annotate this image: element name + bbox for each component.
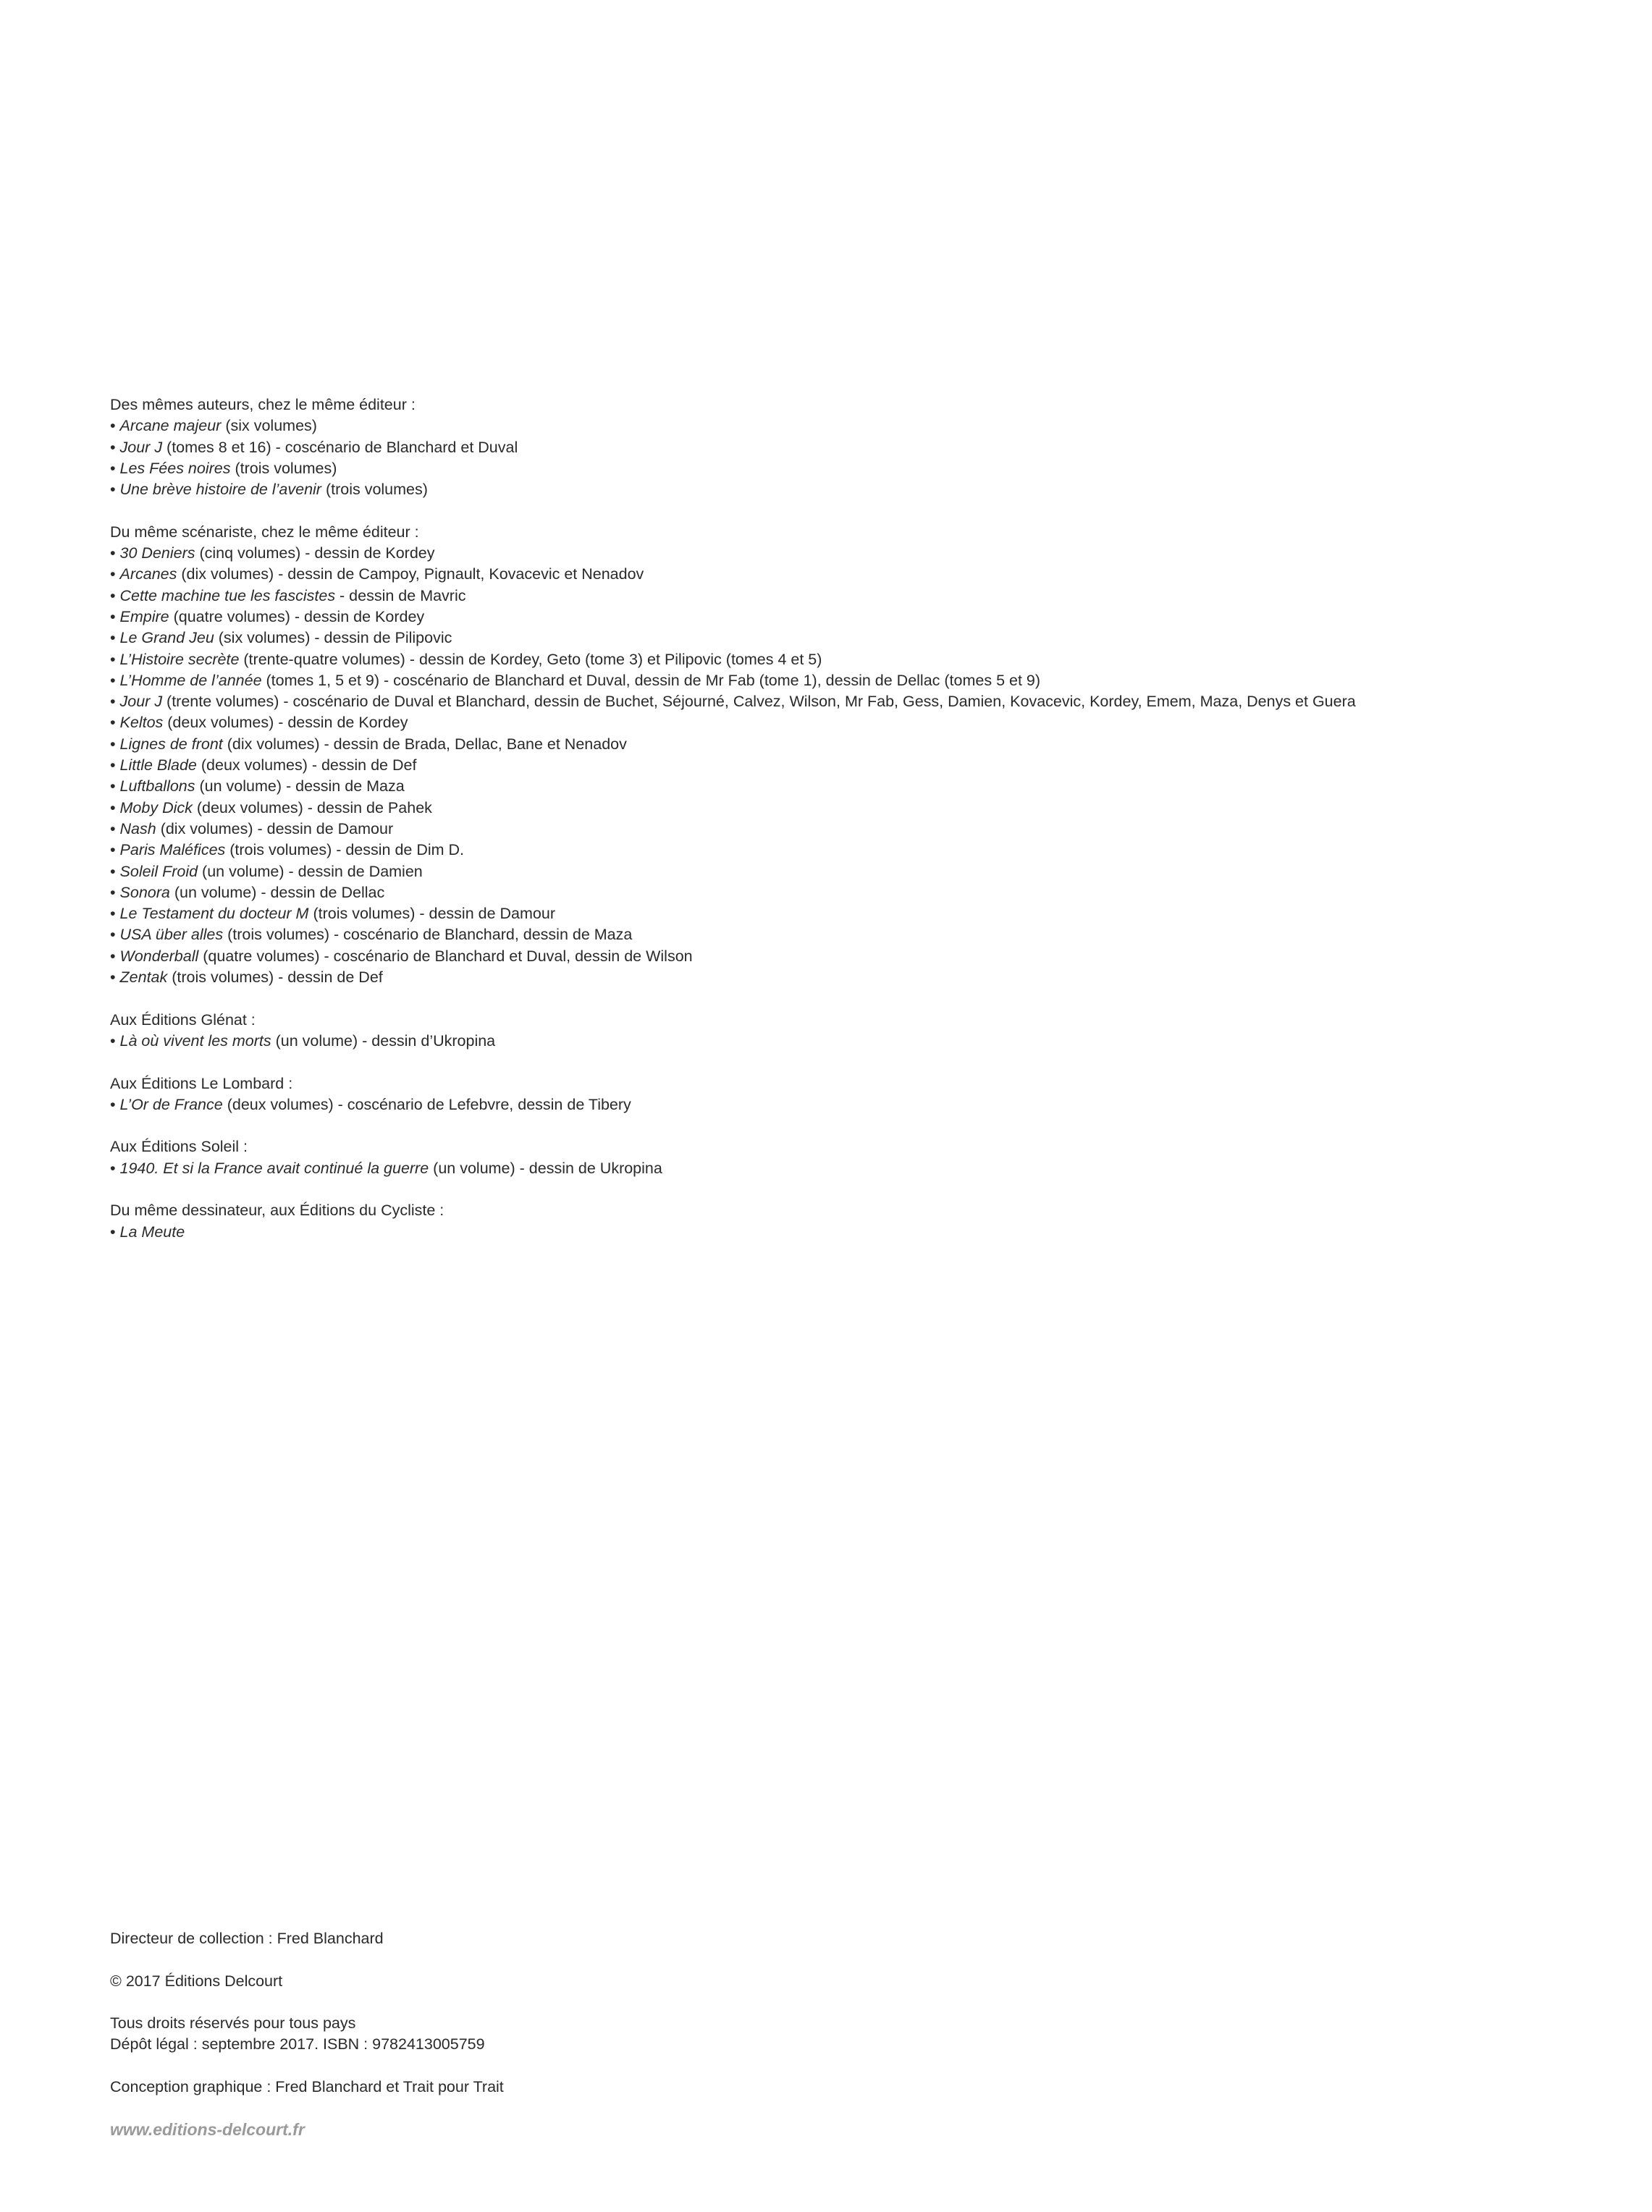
book-details: (trente-quatre volumes) - dessin de Kordey, Geto (tome 3) et Pilipovic (tomes 4 et 5) (239, 650, 822, 668)
rights-line: Tous droits réservés pour tous pays (110, 2014, 356, 2032)
bibliography-item (110, 712, 1558, 733)
bibliography-item (110, 840, 1558, 861)
bullet: • (110, 862, 120, 880)
book-title: Les Fées noires (119, 459, 231, 477)
book-title: Lignes de front (119, 735, 223, 753)
publisher-website-link[interactable]: www.editions-delcourt.fr (110, 2119, 305, 2139)
book-details: (trois volumes) (230, 459, 337, 477)
bibliography-group (110, 1136, 1558, 1179)
bullet: • (110, 1031, 120, 1050)
book-details: (deux volumes) - dessin de Def (196, 756, 417, 774)
bibliography-item (110, 1031, 1558, 1052)
book-title: L’Or de France (119, 1095, 223, 1113)
bibliography-item (110, 1094, 1558, 1115)
graphic-design-credit: Conception graphique : Fred Blanchard et Trait pour Trait (110, 2078, 504, 2096)
book-details: (trois volumes) - dessin de Def (167, 968, 383, 987)
book-title: Le Testament du docteur M (119, 905, 309, 923)
book-details: (un volume) - dessin de Dellac (169, 883, 385, 901)
bibliography-item (110, 479, 1558, 500)
bullet: • (110, 819, 120, 837)
bullet: • (110, 565, 120, 583)
bibliography-item (110, 543, 1558, 564)
book-title: Le Grand Jeu (119, 629, 214, 647)
book-details: (quatre volumes) - coscénario de Blanchard et Duval, dessin de Wilson (198, 947, 693, 965)
bibliography-item (110, 924, 1558, 945)
book-details: (deux volumes) - coscénario de Lefebvre, dessin de Tibery (222, 1095, 631, 1113)
bibliography-item (110, 415, 1558, 436)
bullet: • (110, 629, 120, 647)
book-title: Wonderball (119, 947, 199, 965)
bullet: • (110, 671, 120, 689)
book-details: (dix volumes) - dessin de Damour (156, 819, 394, 837)
group-heading: Aux Éditions Glénat : (110, 1010, 256, 1029)
bibliography (110, 394, 1558, 1264)
book-details: (deux volumes) - dessin de Pahek (192, 798, 432, 816)
book-details: (deux volumes) - dessin de Kordey (163, 714, 408, 732)
book-title: Jour J (119, 693, 163, 711)
bullet: • (110, 417, 120, 435)
book-details: (tomes 8 et 16) - coscénario de Blanchard et Duval (162, 438, 518, 456)
bibliography-item (110, 967, 1558, 988)
book-title: Jour J (119, 438, 163, 456)
book-details: (six volumes) - dessin de Pilipovic (214, 629, 452, 647)
book-title: Luftballons (119, 777, 195, 795)
bibliography-item (110, 776, 1558, 797)
bibliography-group (110, 1073, 1558, 1116)
bullet: • (110, 586, 120, 604)
book-details: - dessin de Mavric (335, 586, 466, 604)
bibliography-item (110, 755, 1558, 776)
group-heading: Du même scénariste, chez le même éditeur : (110, 523, 419, 541)
book-title: Little Blade (119, 756, 197, 774)
book-details: (un volume) - dessin de Damien (198, 862, 423, 880)
bullet: • (110, 926, 120, 944)
book-title: Là où vivent les morts (119, 1031, 271, 1050)
copyright-notice: © 2017 Éditions Delcourt (110, 1972, 283, 1990)
bullet: • (110, 883, 120, 901)
bibliography-item (110, 458, 1558, 479)
bullet: • (110, 841, 120, 859)
bibliography-item (110, 946, 1558, 967)
book-title: Cette machine tue les fascistes (119, 586, 336, 604)
book-title: Empire (119, 607, 169, 625)
bibliography-item (110, 861, 1558, 882)
bibliography-item (110, 607, 1558, 628)
book-title: La Meute (119, 1223, 185, 1241)
bibliography-item (110, 586, 1558, 607)
bullet: • (110, 1095, 120, 1113)
bibliography-item (110, 734, 1558, 755)
book-details: (trente volumes) - coscénario de Duval et Blanchard, dessin de Buchet, Séjourné, Calvez, Wilson, Mr Fab, Gess, Damien, Kovacevic, Kordey, Emem, Maza, Denys et Guera (162, 693, 1356, 711)
bibliography-item (110, 903, 1558, 924)
bibliography-item (110, 437, 1558, 458)
bullet: • (110, 756, 120, 774)
book-details: (trois volumes) - dessin de Damour (308, 905, 555, 923)
book-details: (dix volumes) - dessin de Brada, Dellac, Bane et Nenadov (222, 735, 627, 753)
bullet: • (110, 1223, 120, 1241)
bibliography-item (110, 564, 1558, 585)
book-title: Keltos (119, 714, 164, 732)
book-title: Arcanes (119, 565, 177, 583)
legal-block (110, 2013, 1196, 2056)
book-details: (cinq volumes) - dessin de Kordey (195, 544, 435, 562)
bullet: • (110, 905, 120, 923)
book-title: 30 Deniers (119, 544, 195, 562)
book-details: (un volume) - dessin de Ukropina (429, 1159, 662, 1177)
bullet: • (110, 459, 120, 477)
book-title: 1940. Et si la France avait continué la guerre (119, 1159, 429, 1177)
bullet: • (110, 777, 120, 795)
book-title: Zentak (119, 968, 168, 987)
book-details: (quatre volumes) - dessin de Kordey (169, 607, 425, 625)
bullet: • (110, 438, 120, 456)
colophon (110, 1928, 1196, 2140)
collection-director: Directeur de collection : Fred Blanchard (110, 1930, 384, 1947)
bibliography-group (110, 394, 1558, 500)
group-heading: Des mêmes auteurs, chez le même éditeur : (110, 396, 416, 413)
book-details: (tomes 1, 5 et 9) - coscénario de Blanchard et Duval, dessin de Mr Fab (tome 1), dessin de Dellac (tomes 5 et 9) (261, 671, 1041, 689)
bullet: • (110, 735, 120, 753)
book-title: Paris Maléfices (119, 841, 226, 859)
book-title: Soleil Froid (119, 862, 198, 880)
group-heading: Aux Éditions Le Lombard : (110, 1074, 293, 1092)
book-details: (trois volumes) - dessin de Dim D. (225, 841, 465, 859)
book-title: L’Homme de l’année (119, 671, 262, 689)
bibliography-item (110, 1222, 1558, 1243)
book-details: (trois volumes) (321, 481, 428, 499)
bullet: • (110, 481, 120, 499)
bullet: • (110, 693, 120, 711)
bullet: • (110, 607, 120, 625)
bibliography-group (110, 522, 1558, 989)
bibliography-item (110, 798, 1558, 819)
bibliography-group (110, 1200, 1558, 1243)
book-title: Arcane majeur (119, 417, 222, 435)
bullet: • (110, 798, 120, 816)
bibliography-group (110, 1010, 1558, 1052)
bullet: • (110, 714, 120, 732)
book-title: Une brève histoire de l’avenir (119, 481, 321, 499)
bibliography-item (110, 819, 1558, 840)
bullet: • (110, 544, 120, 562)
book-title: Nash (119, 819, 156, 837)
book-details: (un volume) - dessin d’Ukropina (271, 1031, 496, 1050)
bullet: • (110, 1159, 120, 1177)
book-details: (dix volumes) - dessin de Campoy, Pignault, Kovacevic et Nenadov (177, 565, 644, 583)
bibliography-item (110, 882, 1558, 903)
group-heading: Aux Éditions Soleil : (110, 1138, 248, 1156)
legal-deposit-line: Dépôt légal : septembre 2017. ISBN : 9782413005759 (110, 2035, 485, 2053)
bibliography-item (110, 628, 1558, 649)
bullet: • (110, 650, 120, 668)
book-details: (trois volumes) - coscénario de Blanchard, dessin de Maza (223, 926, 633, 944)
bibliography-item (110, 691, 1558, 712)
bibliography-item (110, 1158, 1558, 1179)
bullet: • (110, 947, 120, 965)
group-heading: Du même dessinateur, aux Éditions du Cycliste : (110, 1202, 444, 1220)
bullet: • (110, 968, 120, 987)
book-details: (un volume) - dessin de Maza (195, 777, 405, 795)
bibliography-item (110, 649, 1558, 670)
book-title: USA über alles (119, 926, 224, 944)
book-title: Moby Dick (119, 798, 193, 816)
bibliography-item (110, 670, 1558, 691)
book-details: (six volumes) (221, 417, 317, 435)
book-title: L’Histoire secrète (119, 650, 240, 668)
book-title: Sonora (119, 883, 170, 901)
